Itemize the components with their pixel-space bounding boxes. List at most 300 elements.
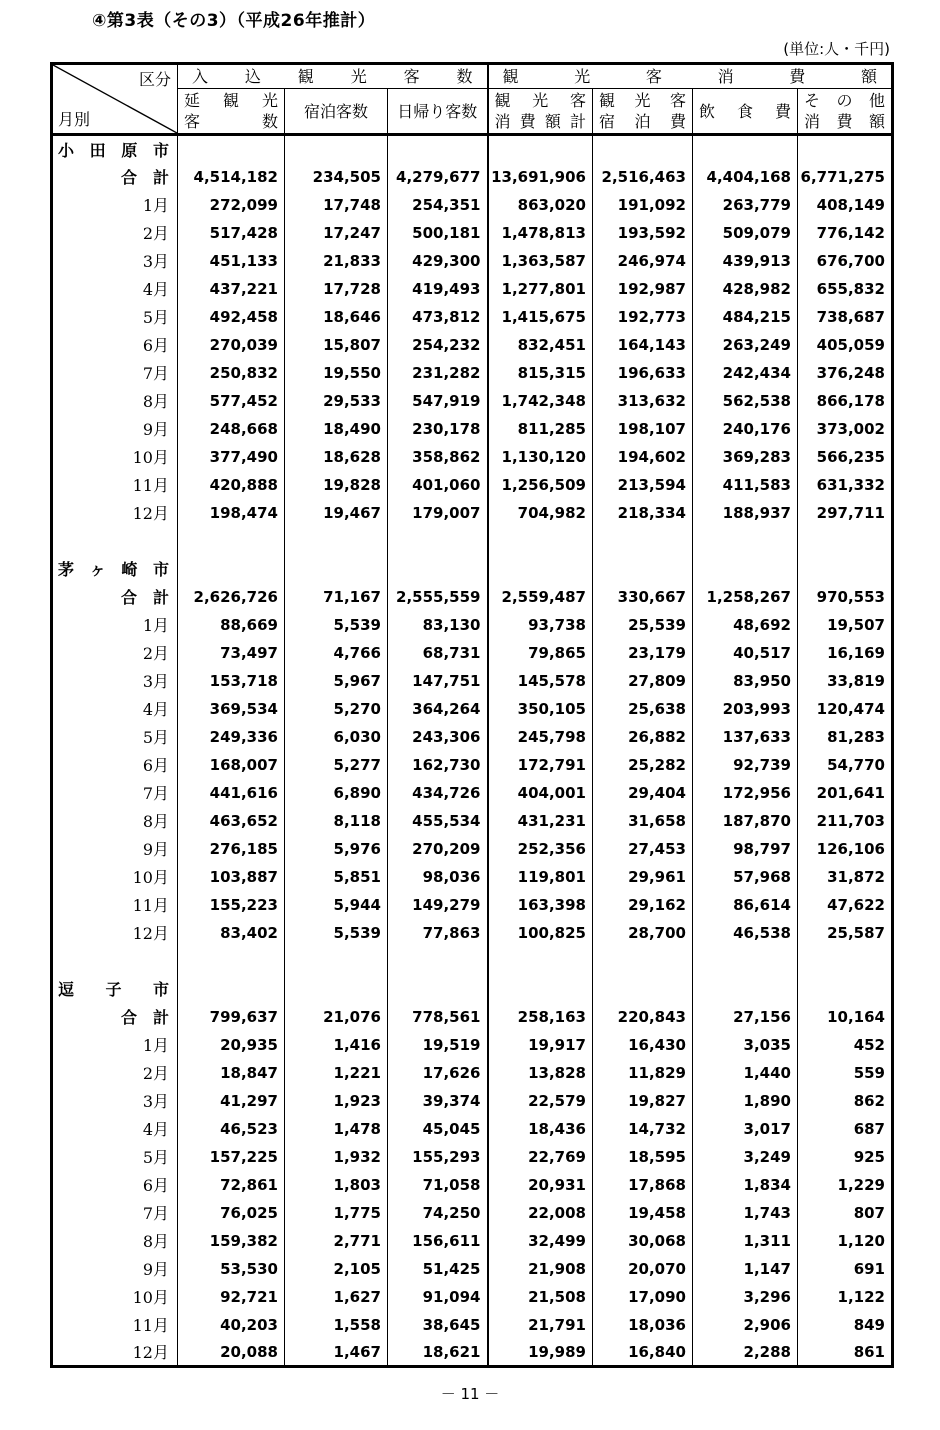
table-cell: 861 [798, 1339, 893, 1367]
table-cell: 411,583 [693, 471, 798, 499]
row-label: 5月 [52, 1143, 178, 1171]
table-cell: 187,870 [693, 807, 798, 835]
table-cell: 19,507 [798, 611, 893, 639]
table-cell: 29,404 [593, 779, 693, 807]
table-cell: 40,203 [178, 1311, 285, 1339]
table-row-month [52, 303, 893, 331]
table-cell: 203,993 [693, 695, 798, 723]
table-cell: 126,106 [798, 835, 893, 863]
table-cell: 25,638 [593, 695, 693, 723]
table-cell: 1,277,801 [488, 275, 593, 303]
table-cell: 1,120 [798, 1227, 893, 1255]
table-cell: 17,728 [285, 275, 388, 303]
table-cell: 21,908 [488, 1255, 593, 1283]
table-cell: 3,296 [693, 1283, 798, 1311]
table-row-month [52, 359, 893, 387]
row-label: 合 計 [52, 163, 178, 191]
corner-cell [52, 64, 178, 135]
table-cell: 1,311 [693, 1227, 798, 1255]
row-label: 4月 [52, 1115, 178, 1143]
table-cell: 377,490 [178, 443, 285, 471]
table-row-month [52, 1199, 893, 1227]
table-cell: 198,107 [593, 415, 693, 443]
table-cell: 16,840 [593, 1339, 693, 1367]
table-cell: 39,374 [388, 1087, 488, 1115]
table-cell: 1,627 [285, 1283, 388, 1311]
table-row-month [52, 835, 893, 863]
table-cell: 77,863 [388, 919, 488, 947]
table-cell: 11,829 [593, 1059, 693, 1087]
table-row-month [52, 1283, 893, 1311]
table-cell: 1,221 [285, 1059, 388, 1087]
table-row-month [52, 443, 893, 471]
table-cell: 270,209 [388, 835, 488, 863]
table-cell [178, 947, 285, 975]
table-cell: 242,434 [693, 359, 798, 387]
table-cell: 21,076 [285, 1003, 388, 1031]
table-cell: 79,865 [488, 639, 593, 667]
row-label: 7月 [52, 359, 178, 387]
row-label: 8月 [52, 1227, 178, 1255]
row-label: 7月 [52, 779, 178, 807]
row-label: 9月 [52, 415, 178, 443]
row-label: 6月 [52, 751, 178, 779]
table-cell: 420,888 [178, 471, 285, 499]
table-cell: 81,283 [798, 723, 893, 751]
table-cell: 419,493 [388, 275, 488, 303]
table-cell: 862 [798, 1087, 893, 1115]
table-cell: 230,178 [388, 415, 488, 443]
table-cell [488, 135, 593, 163]
table-cell: 1,258,267 [693, 583, 798, 611]
row-label: 2月 [52, 1059, 178, 1087]
column-header: 日帰り客数 [388, 89, 488, 135]
table-cell: 57,968 [693, 863, 798, 891]
table-cell: 473,812 [388, 303, 488, 331]
table-cell: 2,559,487 [488, 583, 593, 611]
table-cell [285, 555, 388, 583]
table-row-city [52, 135, 893, 163]
row-label: 8月 [52, 807, 178, 835]
row-label: 小田原市 [52, 135, 178, 163]
table-cell: 19,550 [285, 359, 388, 387]
table-cell: 19,519 [388, 1031, 488, 1059]
table-cell [285, 947, 388, 975]
table-row-city [52, 975, 893, 1003]
column-header: 観 光 客 消 費 額 計 [488, 89, 593, 135]
table-cell: 970,553 [798, 583, 893, 611]
table-cell: 156,611 [388, 1227, 488, 1255]
table-cell: 72,861 [178, 1171, 285, 1199]
table-cell: 5,270 [285, 695, 388, 723]
table-cell: 201,641 [798, 779, 893, 807]
row-label [52, 527, 178, 555]
table-cell: 21,508 [488, 1283, 593, 1311]
table-row-month [52, 667, 893, 695]
table-cell: 5,967 [285, 667, 388, 695]
table-row-month [52, 471, 893, 499]
table-cell: 194,602 [593, 443, 693, 471]
table-cell: 1,923 [285, 1087, 388, 1115]
table-cell: 18,847 [178, 1059, 285, 1087]
table-cell: 71,167 [285, 583, 388, 611]
row-label: 10月 [52, 863, 178, 891]
table-cell [593, 527, 693, 555]
table-cell: 5,539 [285, 919, 388, 947]
row-label: 12月 [52, 499, 178, 527]
group-header-spending: 観 光 客 消 費 額 [488, 64, 893, 89]
table-cell: 6,030 [285, 723, 388, 751]
table-row-total [52, 163, 893, 191]
row-label: 11月 [52, 1311, 178, 1339]
column-header: 飲 食 費 [693, 89, 798, 135]
table-cell: 92,721 [178, 1283, 285, 1311]
table-cell: 3,017 [693, 1115, 798, 1143]
table-cell [798, 527, 893, 555]
table-cell: 1,256,509 [488, 471, 593, 499]
table-cell: 1,229 [798, 1171, 893, 1199]
table-row-month [52, 723, 893, 751]
table-cell: 45,045 [388, 1115, 488, 1143]
table-cell: 330,667 [593, 583, 693, 611]
table-cell: 20,088 [178, 1339, 285, 1367]
table-cell: 369,534 [178, 695, 285, 723]
table-cell: 441,616 [178, 779, 285, 807]
table-cell: 849 [798, 1311, 893, 1339]
table-row-month [52, 415, 893, 443]
table-cell: 1,440 [693, 1059, 798, 1087]
row-label: 合 計 [52, 583, 178, 611]
table-cell: 29,162 [593, 891, 693, 919]
table-cell: 157,225 [178, 1143, 285, 1171]
table-cell: 40,517 [693, 639, 798, 667]
column-header: そ の 他 消 費 額 [798, 89, 893, 135]
table-row-month [52, 1227, 893, 1255]
table-row-total [52, 583, 893, 611]
table-cell: 159,382 [178, 1227, 285, 1255]
table-cell: 41,297 [178, 1087, 285, 1115]
table-cell: 22,008 [488, 1199, 593, 1227]
table-row-month [52, 499, 893, 527]
table-cell: 376,248 [798, 359, 893, 387]
table-cell: 2,906 [693, 1311, 798, 1339]
table-cell: 738,687 [798, 303, 893, 331]
table-cell [693, 947, 798, 975]
table-cell: 30,068 [593, 1227, 693, 1255]
table-cell: 428,982 [693, 275, 798, 303]
table-row-month [52, 695, 893, 723]
table-cell: 429,300 [388, 247, 488, 275]
table-row-month [52, 1255, 893, 1283]
table-cell: 17,748 [285, 191, 388, 219]
table-cell: 350,105 [488, 695, 593, 723]
table-cell: 147,751 [388, 667, 488, 695]
column-header: 延 観 光 客 数 [178, 89, 285, 135]
table-cell: 1,803 [285, 1171, 388, 1199]
table-cell: 93,738 [488, 611, 593, 639]
row-label: 1月 [52, 611, 178, 639]
table-cell: 807 [798, 1199, 893, 1227]
table-cell: 1,416 [285, 1031, 388, 1059]
table-cell: 1,415,675 [488, 303, 593, 331]
table-cell: 120,474 [798, 695, 893, 723]
table-cell: 4,766 [285, 639, 388, 667]
row-label: 5月 [52, 303, 178, 331]
row-label: 10月 [52, 443, 178, 471]
table-cell: 22,769 [488, 1143, 593, 1171]
table-cell: 358,862 [388, 443, 488, 471]
table-cell: 23,179 [593, 639, 693, 667]
table-cell: 369,283 [693, 443, 798, 471]
row-label: 6月 [52, 1171, 178, 1199]
table-cell [178, 555, 285, 583]
row-label: 11月 [52, 471, 178, 499]
table-row-month [52, 1171, 893, 1199]
table-cell: 22,579 [488, 1087, 593, 1115]
table-cell: 405,059 [798, 331, 893, 359]
table-cell: 76,025 [178, 1199, 285, 1227]
table-cell: 484,215 [693, 303, 798, 331]
table-cell: 434,726 [388, 779, 488, 807]
table-cell: 31,658 [593, 807, 693, 835]
table-cell: 46,538 [693, 919, 798, 947]
table-row-month [52, 1031, 893, 1059]
table-cell: 38,645 [388, 1311, 488, 1339]
table-cell: 17,090 [593, 1283, 693, 1311]
table-row-month [52, 1087, 893, 1115]
row-label: 5月 [52, 723, 178, 751]
table-cell: 364,264 [388, 695, 488, 723]
row-label: 4月 [52, 695, 178, 723]
table-cell: 1,775 [285, 1199, 388, 1227]
table-row-month [52, 1059, 893, 1087]
table-cell: 98,797 [693, 835, 798, 863]
table-cell [593, 135, 693, 163]
table-cell: 254,232 [388, 331, 488, 359]
table-cell: 297,711 [798, 499, 893, 527]
table-cell: 46,523 [178, 1115, 285, 1143]
table-cell: 248,668 [178, 415, 285, 443]
table-row-total [52, 1003, 893, 1031]
table-cell: 29,533 [285, 387, 388, 415]
table-row-month [52, 751, 893, 779]
table-cell: 500,181 [388, 219, 488, 247]
table-cell: 577,452 [178, 387, 285, 415]
table-row-spacer [52, 947, 893, 975]
table-cell: 249,336 [178, 723, 285, 751]
table-cell: 1,558 [285, 1311, 388, 1339]
table-cell: 373,002 [798, 415, 893, 443]
row-label: 8月 [52, 387, 178, 415]
table-cell: 258,163 [488, 1003, 593, 1031]
table-cell: 155,223 [178, 891, 285, 919]
table-cell: 168,007 [178, 751, 285, 779]
table-cell: 832,451 [488, 331, 593, 359]
table-cell: 8,118 [285, 807, 388, 835]
table-row-spacer [52, 527, 893, 555]
table-cell: 687 [798, 1115, 893, 1143]
table-cell: 192,987 [593, 275, 693, 303]
table-cell: 6,771,275 [798, 163, 893, 191]
table-cell: 263,249 [693, 331, 798, 359]
table-cell: 32,499 [488, 1227, 593, 1255]
table-cell: 191,092 [593, 191, 693, 219]
table-cell: 18,595 [593, 1143, 693, 1171]
table-cell: 18,646 [285, 303, 388, 331]
table-cell: 213,594 [593, 471, 693, 499]
table-cell: 704,982 [488, 499, 593, 527]
row-label: 12月 [52, 919, 178, 947]
table-row-month [52, 219, 893, 247]
table-cell: 6,890 [285, 779, 388, 807]
table-cell: 559 [798, 1059, 893, 1087]
column-header: 観 光 客 宿 泊 費 [593, 89, 693, 135]
table-cell: 1,932 [285, 1143, 388, 1171]
unit-label: (単位:人・千円) [783, 40, 890, 58]
table-cell [488, 555, 593, 583]
row-label: 3月 [52, 247, 178, 275]
table-cell: 2,555,559 [388, 583, 488, 611]
table-cell: 172,791 [488, 751, 593, 779]
table-cell: 866,178 [798, 387, 893, 415]
table-cell: 17,626 [388, 1059, 488, 1087]
table-cell [178, 975, 285, 1003]
table-cell: 1,467 [285, 1339, 388, 1367]
table-cell: 188,937 [693, 499, 798, 527]
table-cell: 863,020 [488, 191, 593, 219]
table-cell [388, 975, 488, 1003]
table-cell: 162,730 [388, 751, 488, 779]
table-cell: 91,094 [388, 1283, 488, 1311]
table-cell: 3,249 [693, 1143, 798, 1171]
table-row-month [52, 1339, 893, 1367]
table-cell: 73,497 [178, 639, 285, 667]
table-row-month [52, 611, 893, 639]
table-cell [488, 947, 593, 975]
page-title: ④第3表（その3）（平成26年推計） [92, 11, 376, 31]
table-cell [693, 555, 798, 583]
row-label: 2月 [52, 639, 178, 667]
corner-label-category: 区分 [138, 70, 171, 89]
table-cell: 439,913 [693, 247, 798, 275]
table-cell: 19,458 [593, 1199, 693, 1227]
table-row-group-header [52, 64, 893, 89]
row-label: 2月 [52, 219, 178, 247]
table-cell: 811,285 [488, 415, 593, 443]
table-row-month [52, 387, 893, 415]
table-cell: 437,221 [178, 275, 285, 303]
table-cell: 1,743 [693, 1199, 798, 1227]
table-cell: 272,099 [178, 191, 285, 219]
table-cell: 4,279,677 [388, 163, 488, 191]
table-cell: 18,628 [285, 443, 388, 471]
table-cell: 19,989 [488, 1339, 593, 1367]
statistics-table [50, 62, 894, 1368]
table-cell: 509,079 [693, 219, 798, 247]
table-cell: 163,398 [488, 891, 593, 919]
table-cell: 566,235 [798, 443, 893, 471]
table-row-subheader [52, 89, 893, 135]
table-row-month [52, 807, 893, 835]
table-cell: 25,282 [593, 751, 693, 779]
table-row-month [52, 1311, 893, 1339]
table-cell: 26,882 [593, 723, 693, 751]
table-cell: 19,827 [593, 1087, 693, 1115]
row-label: 1月 [52, 191, 178, 219]
table-cell: 231,282 [388, 359, 488, 387]
table-cell: 103,887 [178, 863, 285, 891]
table-cell: 211,703 [798, 807, 893, 835]
table-cell [488, 527, 593, 555]
table-cell: 18,036 [593, 1311, 693, 1339]
table-cell: 10,164 [798, 1003, 893, 1031]
table-cell: 240,176 [693, 415, 798, 443]
table-cell: 54,770 [798, 751, 893, 779]
table-cell: 5,976 [285, 835, 388, 863]
row-label: 11月 [52, 891, 178, 919]
table-cell [178, 527, 285, 555]
table-cell: 246,974 [593, 247, 693, 275]
table-cell: 245,798 [488, 723, 593, 751]
table-row-month [52, 779, 893, 807]
table-cell [693, 975, 798, 1003]
table-cell: 86,614 [693, 891, 798, 919]
table-row-city [52, 555, 893, 583]
table-cell: 5,851 [285, 863, 388, 891]
table-cell: 27,156 [693, 1003, 798, 1031]
table-cell [798, 135, 893, 163]
row-label: 9月 [52, 835, 178, 863]
table-cell: 153,718 [178, 667, 285, 695]
table-cell [178, 135, 285, 163]
table-cell: 431,231 [488, 807, 593, 835]
table-cell: 263,779 [693, 191, 798, 219]
table-cell: 1,147 [693, 1255, 798, 1283]
table-cell: 196,633 [593, 359, 693, 387]
table-row-month [52, 191, 893, 219]
table-cell: 74,250 [388, 1199, 488, 1227]
table-cell [388, 135, 488, 163]
table-cell: 492,458 [178, 303, 285, 331]
table-cell: 234,505 [285, 163, 388, 191]
row-label: 茅ヶ崎市 [52, 555, 178, 583]
table-cell: 192,773 [593, 303, 693, 331]
table-cell: 1,834 [693, 1171, 798, 1199]
row-label: 6月 [52, 331, 178, 359]
table-cell: 17,868 [593, 1171, 693, 1199]
table-cell: 925 [798, 1143, 893, 1171]
table-cell: 5,539 [285, 611, 388, 639]
table-cell: 13,828 [488, 1059, 593, 1087]
table-cell: 243,306 [388, 723, 488, 751]
table-cell: 1,742,348 [488, 387, 593, 415]
table-cell: 92,739 [693, 751, 798, 779]
table-row-month [52, 639, 893, 667]
row-label: 逗子市 [52, 975, 178, 1003]
table-cell: 631,332 [798, 471, 893, 499]
table-cell: 29,961 [593, 863, 693, 891]
table-cell: 778,561 [388, 1003, 488, 1031]
table-cell: 4,404,168 [693, 163, 798, 191]
table-cell: 149,279 [388, 891, 488, 919]
table-cell [388, 527, 488, 555]
table-cell [798, 555, 893, 583]
table-cell: 218,334 [593, 499, 693, 527]
table-cell: 14,732 [593, 1115, 693, 1143]
table-cell: 799,637 [178, 1003, 285, 1031]
table-cell [693, 135, 798, 163]
table-cell: 463,652 [178, 807, 285, 835]
